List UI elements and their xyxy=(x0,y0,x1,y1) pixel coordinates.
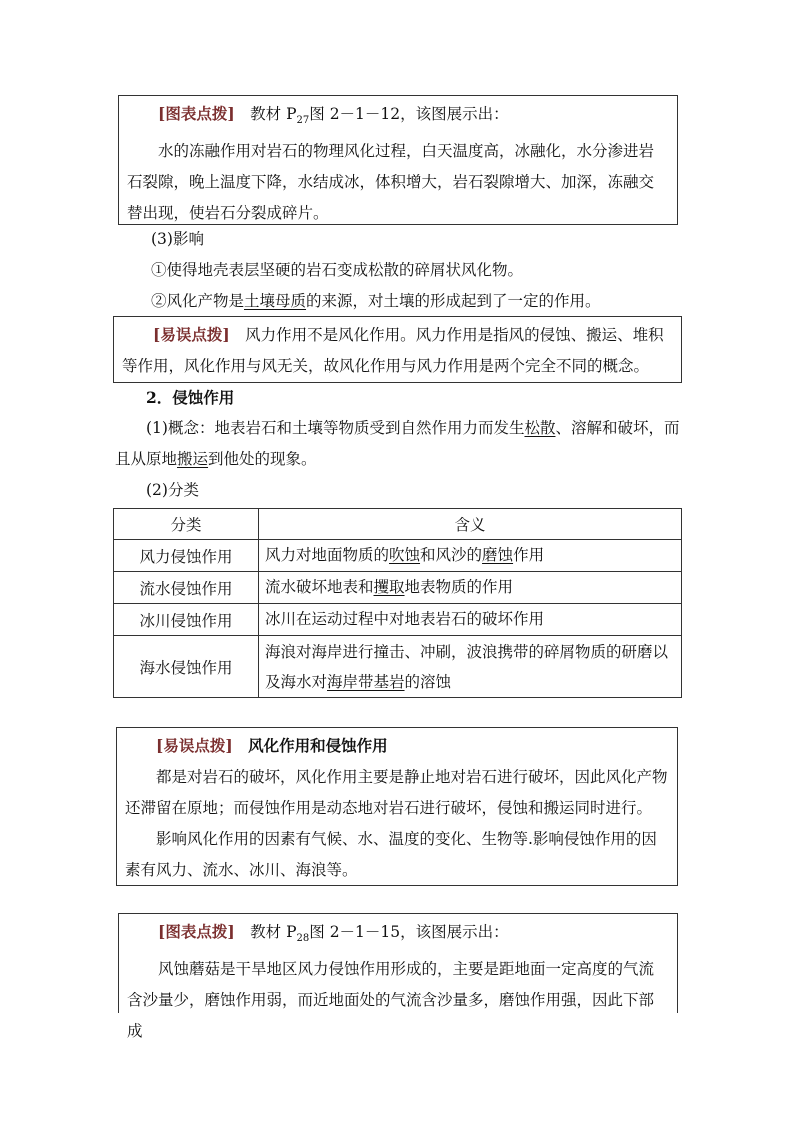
error-note-tag: [易误点拨] xyxy=(153,325,230,344)
impact-item-1: ①使得地壳表层坚硬的岩石变成松散的碎屑状风化物。 xyxy=(151,261,524,279)
table-cell-meaning: 海浪对海岸进行撞击、冲刷，波浪携带的碎屑物质的研磨以及海水对海岸带基岩的溶蚀 xyxy=(259,636,682,698)
table-cell-category: 海水侵蚀作用 xyxy=(114,636,259,698)
impact-section xyxy=(120,224,680,317)
figure-note-body: 风蚀蘑菇是干旱地区风力侵蚀作用形成的，主要是距地面一定高度的气流含沙量少，磨蚀作用弱，而近地面处的气流含沙量多，磨蚀作用强，因此下部成 xyxy=(127,960,655,1041)
table-cell-meaning: 风力对地面物质的吹蚀和风沙的磨蚀作用 xyxy=(259,540,682,572)
table-row xyxy=(114,540,682,572)
error-note-box-2 xyxy=(116,727,678,886)
error-note-tag: [易误点拨] xyxy=(156,736,233,755)
table-cell-category: 冰川侵蚀作用 xyxy=(114,604,259,636)
erosion-class-heading: (2)分类 xyxy=(146,481,199,499)
table-cell-category: 流水侵蚀作用 xyxy=(114,572,259,604)
impact-heading: (3)影响 xyxy=(151,230,204,248)
error-note-box-1 xyxy=(113,316,682,383)
table-row xyxy=(114,604,682,636)
error-note-title: [易误点拨] 风化作用和侵蚀作用 xyxy=(156,736,388,755)
figure-note-lead: [图表点拨] 教材 $P_{27}$图 2－1－12，该图展示出： xyxy=(158,104,509,127)
table-header-meaning: 含义 xyxy=(259,509,682,540)
erosion-classification-table xyxy=(113,508,682,698)
table-cell-meaning: 流水破坏地表和攫取地表物质的作用 xyxy=(259,572,682,604)
figure-note-lead: [图表点拨] 教材 $P_{28}$图 2－1－15，该图展示出： xyxy=(158,922,509,945)
impact-item-2: ②风化产物是土壤母质的来源，对土壤的形成起到了一定的作用。 xyxy=(151,292,601,310)
figure-note-box-1 xyxy=(118,95,678,225)
figure-note-box-2 xyxy=(118,913,678,1041)
error-note-paragraph-1: 都是对岩石的破坏，风化作用主要是静止地对岩石进行破坏，因此风化产物还滞留在原地；而侵蚀作用是动态地对岩石进行破坏，侵蚀和搬运同时进行。 xyxy=(125,768,668,817)
table-row xyxy=(114,572,682,604)
table-cell-category: 风力侵蚀作用 xyxy=(114,540,259,572)
table-cell-meaning: 冰川在运动过程中对地表岩石的破坏作用 xyxy=(259,604,682,636)
erosion-section xyxy=(115,382,680,506)
table-header-category: 分类 xyxy=(114,509,259,540)
table-row xyxy=(114,636,682,698)
figure-note-tag: [图表点拨] xyxy=(158,922,235,941)
erosion-heading: 2．侵蚀作用 xyxy=(146,388,235,407)
figure-note-body: 水的冻融作用对岩石的物理风化过程，白天温度高，冰融化，水分渗进岩石裂隙，晚上温度下降，水结成冰，体积增大，岩石裂隙增大、加深，冻融交替出现，使岩石分裂成碎片。 xyxy=(127,142,655,223)
figure-note-tag: [图表点拨] xyxy=(158,104,235,123)
error-note-paragraph-2: 影响风化作用的因素有气候、水、温度的变化、生物等.影响侵蚀作用的因素有风力、流水、冰川、海浪等。 xyxy=(125,830,657,879)
error-note-body: [易误点拨] 风力作用不是风化作用。风力作用是指风的侵蚀、搬运、堆积等作用，风化作用与风无关，故风化作用与风力作用是两个完全不同的概念。 xyxy=(122,325,664,375)
erosion-concept: (1)概念：地表岩石和土壤等物质受到自然作用力而发生松散、溶解和破坏，而且从原地搬运到他处的现象。 xyxy=(115,419,680,468)
